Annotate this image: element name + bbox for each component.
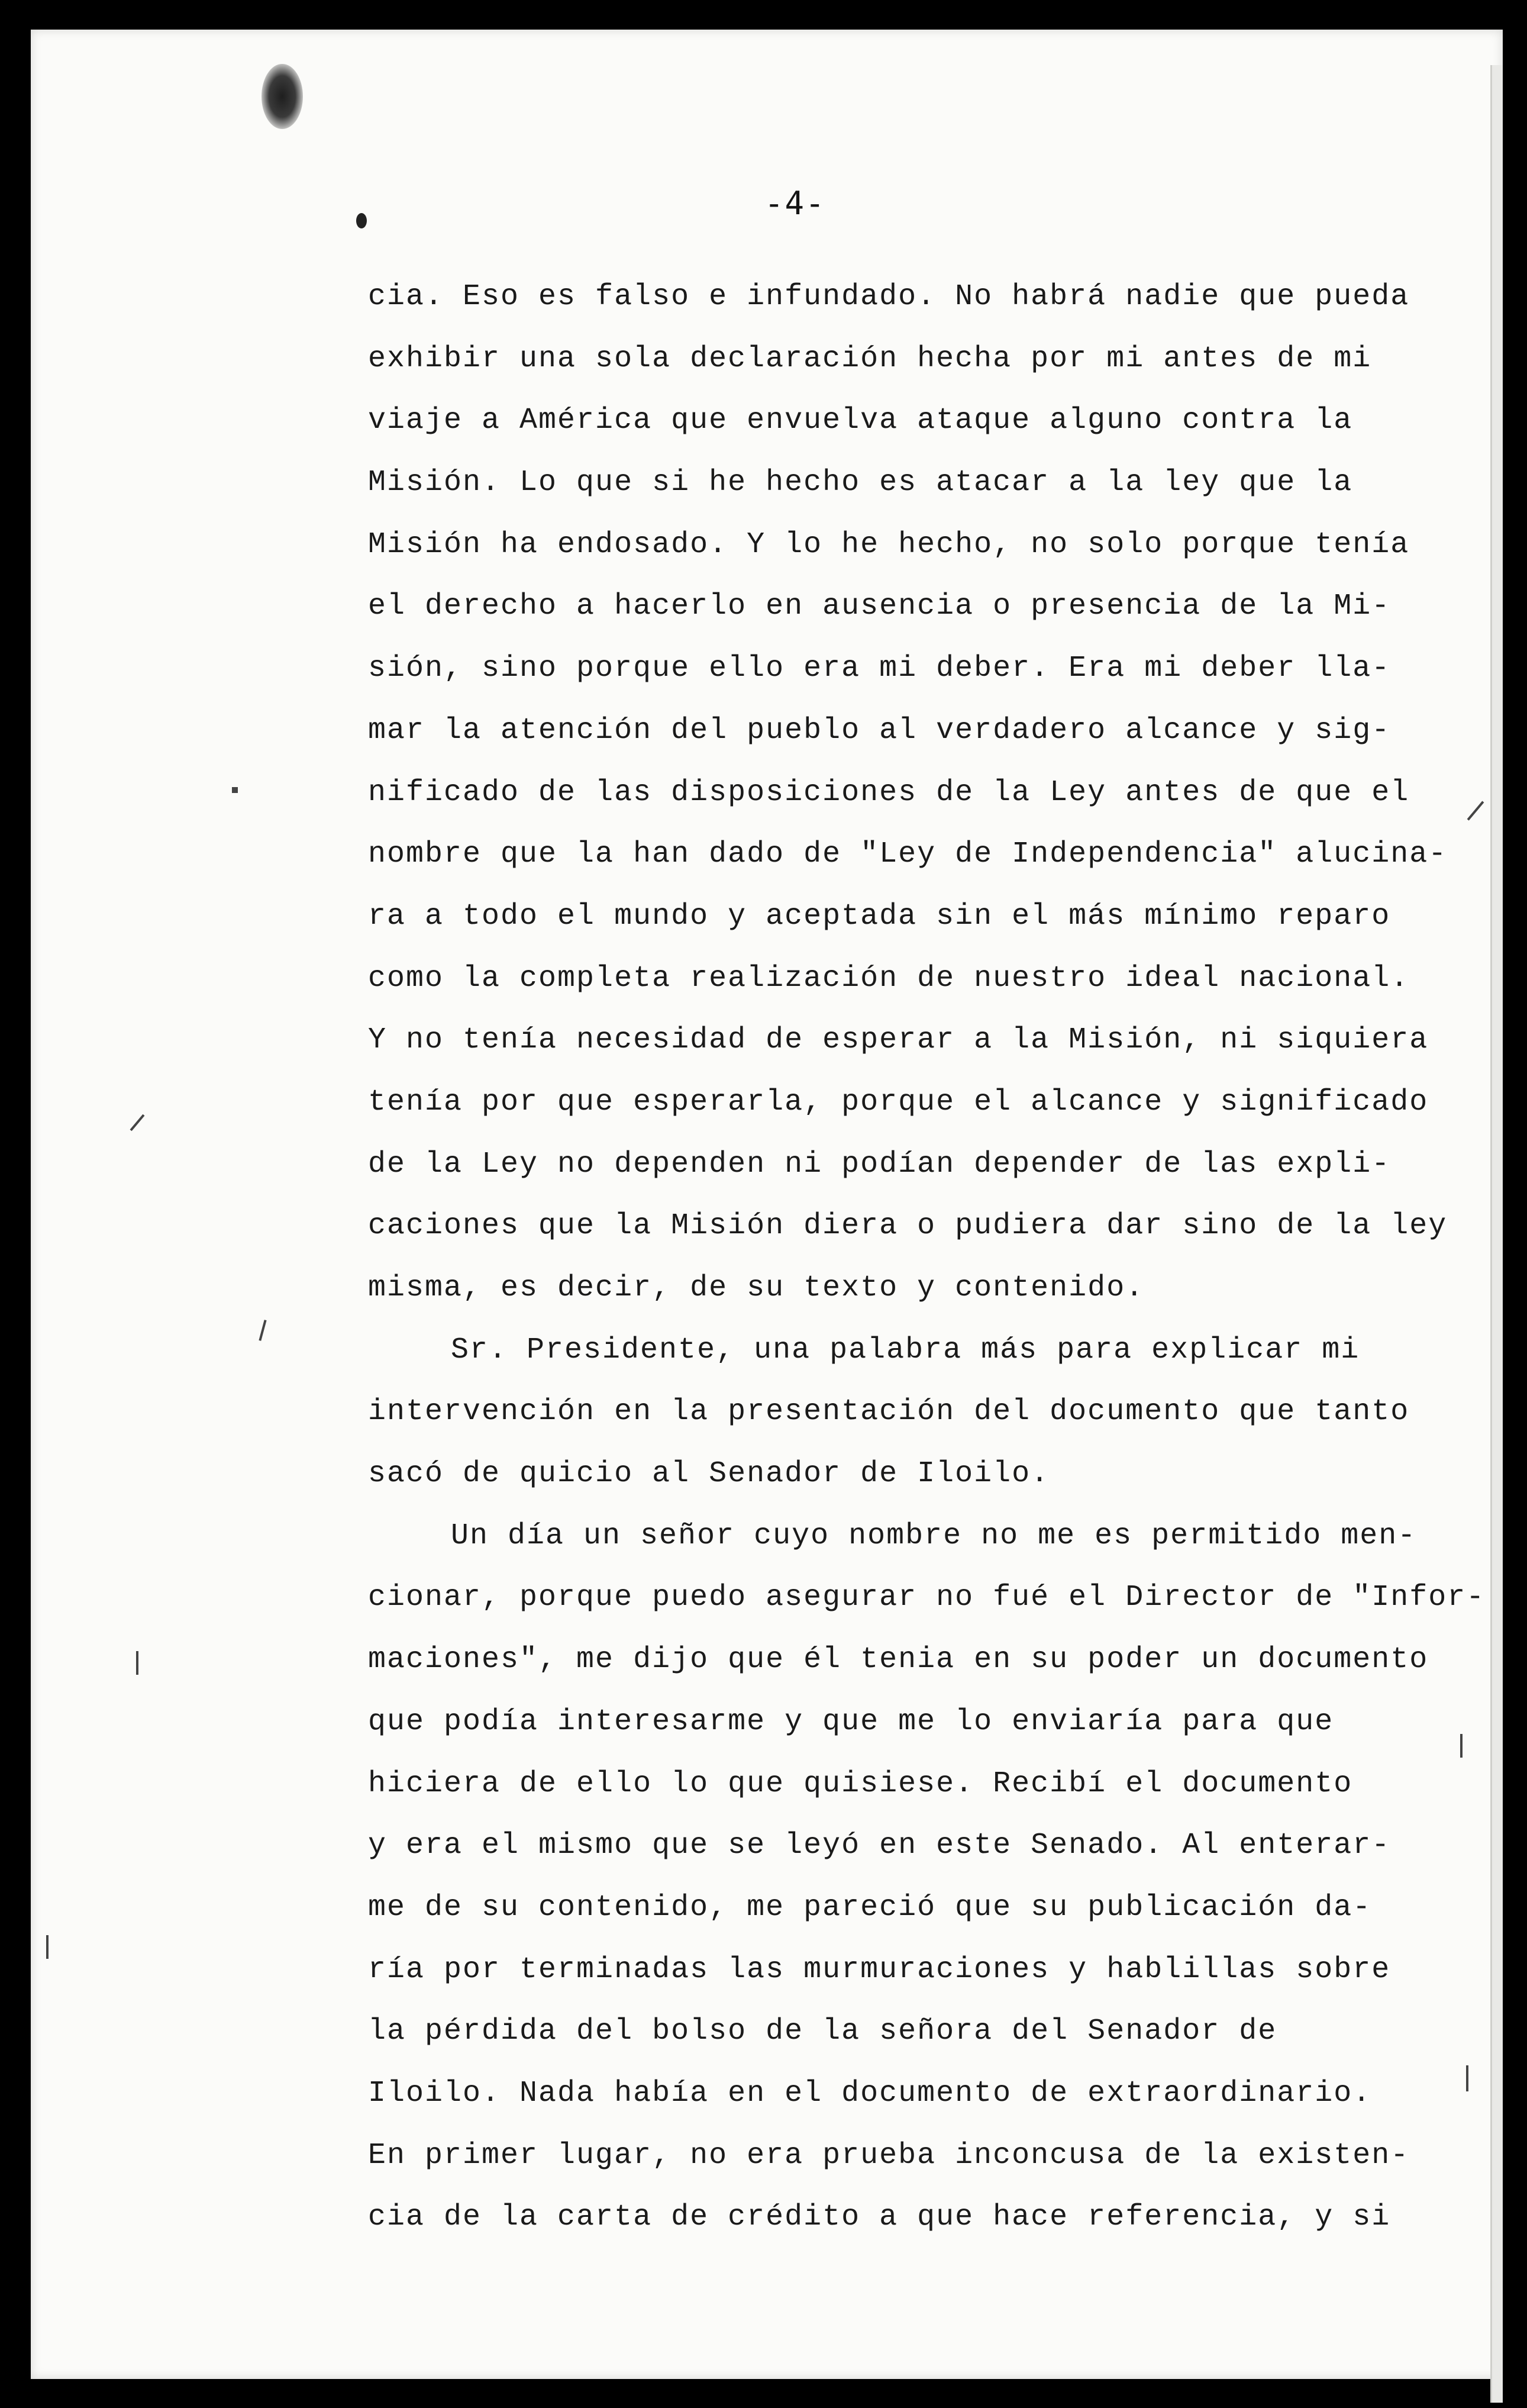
text-line: viaje a América que envuelva ataque alguno contra la	[368, 404, 1353, 438]
text-line: exhibir una sola declaración hecha por mi antes de mi	[368, 341, 1372, 376]
text-line: Misión. Lo que si he hecho es atacar a la ley que la	[368, 466, 1353, 500]
text-line: como la completa realización de nuestro ideal nacional.	[368, 961, 1410, 995]
text-line: nificado de las disposiciones de la Ley antes de que el	[368, 775, 1410, 810]
text-line: En primer lugar, no era prueba inconcusa de la existen-	[368, 2138, 1410, 2172]
text-line: ra a todo el mundo y aceptada sin el más mínimo reparo	[368, 899, 1391, 933]
typewritten-text	[368, 266, 1504, 2249]
text-line: nombre que la han dado de "Ley de Independencia" alucina-	[368, 837, 1448, 872]
document-page	[31, 30, 1503, 2379]
text-line: maciones", me dijo que él tenia en su poder un documento	[368, 1643, 1429, 1677]
text-line: que podía interesarme y que me lo enviaría para que	[368, 1704, 1334, 1739]
speck	[46, 1935, 49, 1959]
text-line: misma, es decir, de su texto y contenido.	[368, 1271, 1145, 1305]
text-line: mar la atención del pueblo al verdadero alcance y sig-	[368, 713, 1391, 747]
text-line: me de su contenido, me pareció que su publicación da-	[368, 1890, 1372, 1925]
text-line: cia. Eso es falso e infundado. No habrá nadie que pueda	[368, 280, 1410, 314]
text-line: ría por terminadas las murmuraciones y hablillas sobre	[368, 1952, 1391, 1987]
speck	[136, 1651, 138, 1675]
text-line: Sr. Presidente, una palabra más para explicar mi	[451, 1333, 1360, 1367]
text-line: cionar, porque puedo asegurar no fué el Director de "Infor-	[368, 1581, 1486, 1615]
text-line: y era el mismo que se leyó en este Senado. Al enterar-	[368, 1829, 1391, 1863]
speck	[232, 787, 238, 793]
text-line: Y no tenía necesidad de esperar a la Misión, ni siquiera	[368, 1023, 1429, 1058]
ink-blot	[262, 64, 303, 129]
text-line: de la Ley no dependen ni podían depender de las expli-	[368, 1147, 1391, 1181]
text-line: el derecho a hacerlo en ausencia o presencia de la Mi-	[368, 589, 1391, 624]
text-line: tenía por que esperarla, porque el alcance y significado	[368, 1085, 1429, 1119]
text-line: Iloilo. Nada había en el documento de extraordinario.	[368, 2076, 1372, 2110]
text-line: hiciera de ello lo que quisiese. Recibí el documento	[368, 1766, 1353, 1801]
page-edge	[1490, 65, 1503, 2403]
text-line: Un día un señor cuyo nombre no me es permitido men-	[451, 1519, 1417, 1553]
text-line: sacó de quicio al Senador de Iloilo.	[368, 1457, 1050, 1491]
text-line: intervención en la presentación del documento que tanto	[368, 1395, 1410, 1429]
text-line: caciones que la Misión diera o pudiera dar sino de la ley	[368, 1209, 1448, 1243]
text-line: sión, sino porque ello era mi deber. Era mi deber lla-	[368, 652, 1391, 686]
ink-dot	[356, 213, 367, 228]
speck	[259, 1320, 266, 1341]
speck	[130, 1114, 145, 1132]
text-line: cia de la carta de crédito a que hace referencia, y si	[368, 2200, 1391, 2235]
text-line: Misión ha endosado. Y lo he hecho, no solo porque tenía	[368, 527, 1410, 562]
page-number: -4-	[764, 185, 826, 222]
text-line: la pérdida del bolso de la señora del Senador de	[368, 2014, 1277, 2049]
